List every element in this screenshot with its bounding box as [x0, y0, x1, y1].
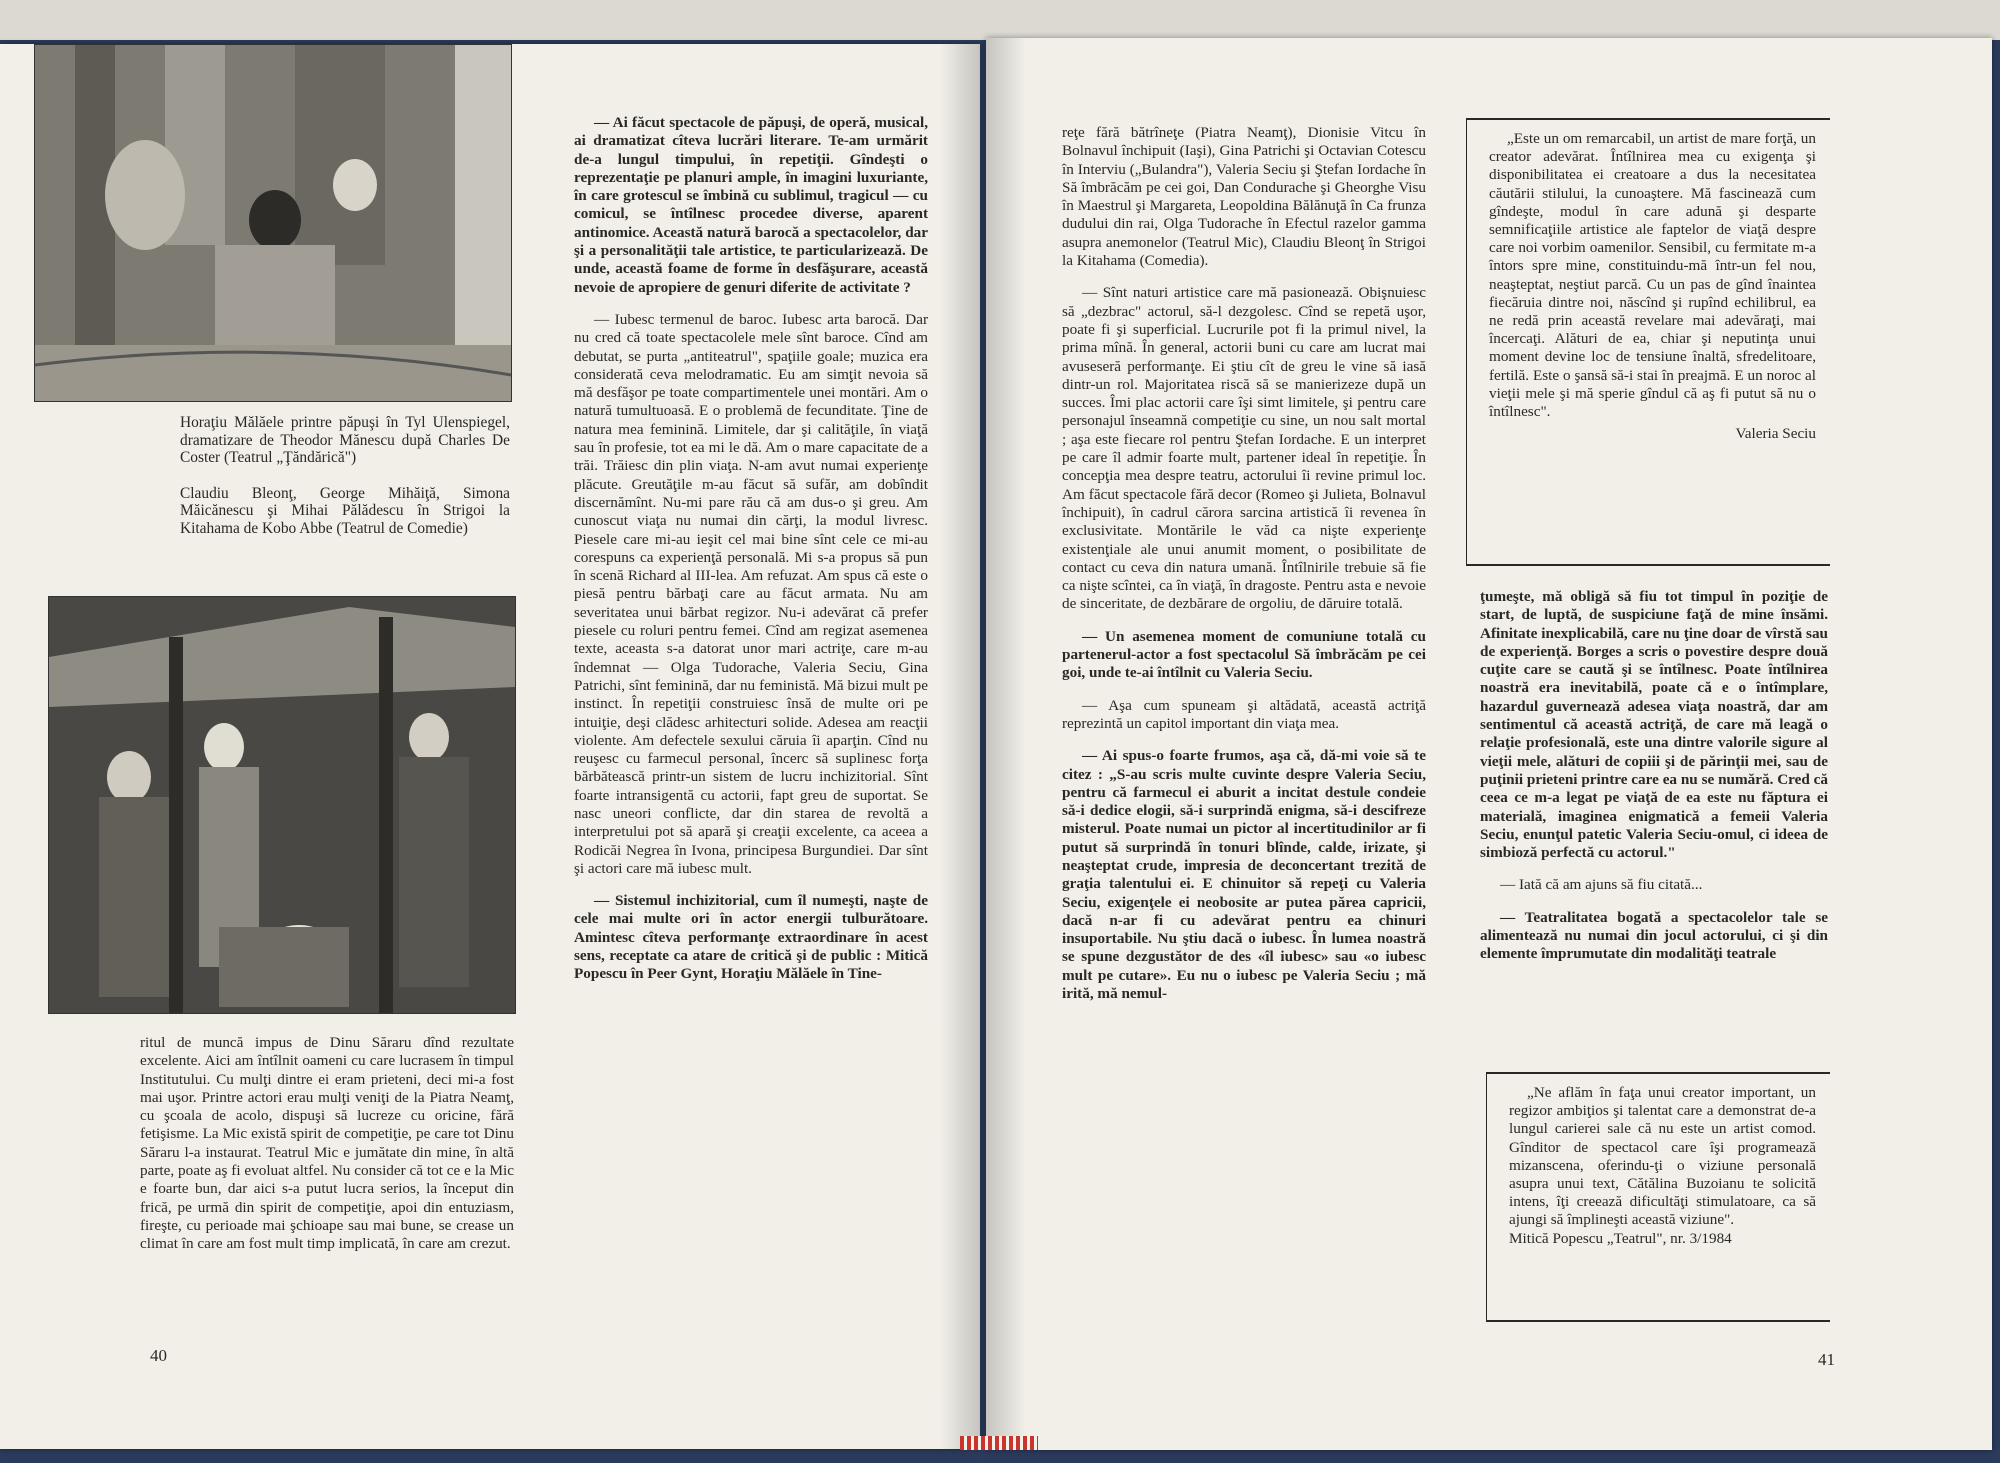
left-page	[0, 44, 980, 1449]
left-column-2	[574, 114, 928, 998]
quote-text: „Este un om remarcabil, un artist de mare forţă, un creator adevărat. Întîlnirea mea cu exigenţa şi disponibilitatea ei creatoare a dus la necesitatea căutării stilului, la cunoaştere. Mă fascinează cum gîndeşte, modul în care adună şi desparte semnificaţiile artistice ale faptelor de viaţă despre care noi vorbim oamenilor. Sensibil, cu fermitate m-a întors spre mine, constituindu-mă într-un fel nou, neaşteptat, neştiut parcă. Cu un pas de gînd înaintea fiecăruia dintre noi, născînd şi rupînd echilibrul, ea ne redă prin această revelare mai adevăraţi, mai încercaţi. Alături de ea, chiar şi neputinţa unui moment devine loc de tensiune înaltă, sfredelitoare, fertilă. Este o şansă să-i stai în preajmă. E un noroc al vieţii mele şi mă sperie gîndul că aş fi putut să nu o întîlnesc".	[1489, 130, 1816, 421]
right-column-2	[1480, 588, 1828, 978]
question-1: — Ai făcut spectacole de păpuşi, de operă, musical, ai dramatizat cîteva lucrări literare. Te-am urmărit de-a lungul timpului, în repetiţii. Gîndeşti o reprezentaţie pe planuri ample, în imagini luxuriante, în care grotescul se îmbină cu sublimul, tragicul — cu comicul, se întîlnesc procedee diverse, aparent antinomice. Această natură barocă a spectacolelor, dar şi a personalităţii tale artistice, te particularizează. De unde, această foame de forme în desfăşurare, această nevoie de apropiere de genuri diferite de activitate ?	[574, 114, 928, 296]
question-2: — Sistemul inchizitorial, cum îl numeşti, naşte de cele mai multe ori în actor energii tulburătoare. Amintesc cîteva performanţe extraordinare în acest sens, receptate ca atare de critică şi de public : Mitică Popescu în Peer Gynt, Horaţiu Mălăele în Tine-	[574, 892, 928, 983]
caption-2: Claudiu Bleonţ, George Mihăiţă, Simona Măicănescu şi Mihai Pălădescu în Strigoi la Kitahama de Kobo Abbe (Teatrul de Comedie)	[180, 484, 510, 537]
photo-captions	[180, 414, 510, 555]
paragraph: — Iată că am ajuns să fiu citată...	[1500, 876, 1703, 894]
photo-strigoi	[48, 596, 516, 1014]
quote-signature: Valeria Seciu	[1735, 425, 1816, 443]
quote-source: Mitică Popescu „Teatrul", nr. 3/1984	[1509, 1229, 1732, 1247]
paragraph: — Aşa cum spuneam şi altădată, această actriţă reprezintă un capitol important din viaţa mea.	[1062, 696, 1426, 732]
paragraph: — Iubesc termenul de baroc. Iubesc arta barocă. Dar nu cred că toate spectacolele mele sînt baroce. Cînd am debutat, se purta „antiteatrul", spaţiile goale; muzica era considerată ceva melodramatic. Eu am simţit nevoia să mă desfăşor pe toate compartimentele unei montări. Am o natură tumultuoasă. E o problemă de fecunditate. Ţine de natura mea feminină. Limitele, dar şi calităţile, în viaţă sau în profesie, tot ea mi le dă. Am o mare capacitate de a trăi. Trăiesc din plin viaţa. N-am avut numai experienţe plăcute. Greutăţile m-au făcut să sufăr, am dobîndit discernămînt. Nu-mi pare rău că am dus-o şi greu. Am cunoscut viaţa nu numai din cărţi, la modul livresc. Piesele care mi-au ieşit cel mai bine sînt cele ce mi-au corespuns ca experienţă personală. Mi s-a propus să pun în scenă Richard al III-lea. Am refuzat. Am spus că este o piesă pentru bărbaţi care au făcut armata. Nu am severitatea unui bărbat regizor. Nu-i adevărat că prefer piesele cu roluri pentru femei. Cînd am regizat asemenea texte, aceasta s-a datorat unor mari actriţe, care m-au îndemnat — Olga Tudorache, Valeria Seciu, Gina Patrichi, sînt feminină, dar nu feministă. Mă bizui mult pe instinct. În repetiţii construiesc însă de multe ori pe intuiţie, deşi clădesc arhitecturi solide. Adesea am reacţii violente. Am defectele sexului căruia îi aparţin. Cînd nu reuşesc cu farmecul personal, încerc să suplinesc forţa bărbătească printr-un sistem de lucru inchizitorial. Sînt foarte intransigentă cu actorii, fapt greu de suportat. Se nasc uneori conflicte, dar din starea de revoltă a interpretului pot să apară şi creaţii excelente, ca aceea a Rodicăi Negrea în Ivona, principesa Burgundiei. Dar sînt şi actori care mă iubesc mult.	[574, 310, 928, 877]
page-number-right: 41	[1818, 1350, 1835, 1369]
question-5: — Teatralitatea bogată a spectacolelor tale se alimentează nu numai din jocul actorului, ci şi din elemente împrumutate din modalităţi teatrale	[1480, 908, 1828, 963]
left-column-1	[140, 1034, 514, 1268]
background-top	[0, 0, 2000, 40]
bookmark-ribbon	[960, 1436, 1038, 1450]
caption-1: Horaţiu Mălăele printre păpuşi în Tyl Ulenspiegel, dramatizare de Theodor Mănescu după Charles De Coster (Teatrul „Ţăndărică")	[180, 414, 510, 466]
quote-box-seciu	[1466, 118, 1830, 566]
right-page	[986, 38, 1992, 1450]
page-number-left: 40	[150, 1346, 167, 1365]
quote-box-popescu	[1486, 1072, 1830, 1322]
paragraph: reţe fără bătrîneţe (Piatra Neamţ), Dionisie Vitcu în Bolnavul închipuit (Iaşi), Gina Patrichi şi Octavian Cotescu în Interviu („Bulandra"), Valeria Seciu şi Ştefan Iordache în Să îmbrăcăm pe cei goi, Dan Condurache şi Gheorghe Visu în Maestrul şi Margareta, Leopoldina Bălănuţă în Ca frunza dudului din rai, Olga Tudorache în Efectul razelor gamma asupra anemonelor (Teatrul Mic), Claudiu Bleonţ în Strigoi la Kitahama (Comedia).	[1062, 124, 1426, 270]
photo-puppets	[34, 44, 512, 402]
question-4: — Ai spus-o foarte frumos, aşa că, dă-mi voie să te citez : „S-au scris multe cuvinte despre Valeria Seciu, pentru că farmecul ei aburit a incitat destule condeie să-i dedice elogii, să-i surprindă enigma, să-i descifreze misterul. Poate numai un pictor al incertitudinilor ar fi putut să surprindă în tonuri blînde, calde, irizate, şi neaşteptat crude, impresia de deconcertant trezită de graţia talentului ei. E chinuitor să repeţi cu Valeria Seciu, exigenţele ei neobosite ar putea părea capricii, dacă n-ar fi cu adevărat pentru ea chinuri insuportabile. Nu ştiu dacă o iubesc. În lumea noastră se spune dezgustător de des «îl iubesc» sau «o iubesc mult pe cutare». Eu nu o iubesc pe Valeria Seciu ; mă irită, mă nemul-	[1062, 747, 1426, 1003]
quote-text: „Ne aflăm în faţa unui creator important, un regizor ambiţios şi talentat care a demonstrat de-a lungul carierei sale că nu este un artist comod. Gînditor de spectacol care îşi programează mizanscena, oferindu-ţi o viziune personală asupra unui text, Cătălina Buzoianu te solicită intens, îţi creează dificultăţi stimulatoare, ca să ajungi să împlineşti această viziune".	[1509, 1084, 1816, 1229]
paragraph: — Sînt naturi artistice care mă pasionează. Obişnuiesc să „dezbrac" actorul, să-l dezgolesc. Cînd se repetă uşor, poate fi şi superficial. Lucrurile pot fi la primul nivel, la prima mînă. În general, actorii buni cu care am lucrat mai avuseseră performanţe. Ei ştiu cît de greu le vine să iasă dintr-un rol. Majoritatea riscă să se manierizeze după un succes. Îmi plac actorii care îşi simt limitele, şi pentru care personajul înseamnă competiţie cu sine, un nou salt mortal ; aşa este fiecare rol pentru Ştefan Iordache. E un interpret pe care îl admir foarte mult, partener ideal în repetiţie. În concepţia mea despre teatru, actorului îi revine primul loc. Am făcut spectacole fără decor (Romeo şi Julieta, Bolnavul închipuit), în cadrul cărora sarcina artistică îi revenea în exclusivitate. Montările le văd ca nişte experienţe existenţiale ale unui anumit moment, o posibilitate de contact cu ceva din natura umană. Întîlnirile trebuie să fie ca nişte scîntei, ca în viaţă, în dragoste. Pentru asta e nevoie de sinceritate, de dezbărare de orgoliu, de dăruire totală.	[1062, 284, 1426, 613]
question-3: — Un asemenea moment de comuniune totală cu partenerul-actor a fost spectacolul Să îmbrăcăm pe cei goi, unde te-ai întîlnit cu Valeria Seciu.	[1062, 627, 1426, 682]
paragraph: ritul de muncă impus de Dinu Săraru dînd rezultate excelente. Aici am întîlnit oameni cu care lucrasem în timpul Institutului. Cu mulţi dintre ei eram prieteni, deci mi-a fost mai uşor. Printre actori erau mulţi veniţi de la Piatra Neamţ, cu şcoala de acolo, dispuşi să lucreze cu oricine, fără fetişisme. La Mic există spirit de competiţie, pe care tot Dinu Săraru l-a instaurat. Teatrul Mic e jumătate din mine, în altă parte, poate aş fi evoluat altfel. Nu consider că tot ce e la Mic e foarte bun, dar aici s-a putut lucra serios, la început din frică, pe urmă din spirit de competiţie, apoi din entuziasm, fireşte, cu perioade mai şchioape sau mai bune, se crease un climat în care am fost mult timp implicată, în care am crezut.	[140, 1034, 514, 1253]
paragraph: ţumeşte, mă obligă să fiu tot timpul în poziţie de start, de luptă, de suspiciune faţă de mine însămi. Afinitate inexplicabilă, care nu ţine doar de vîrstă sau de experienţă. Borges a scris o povestire despre două cuţite care se caută şi se întîlnesc. Poate întîlnirea noastră era inevitabilă, poate că e o întîmplare, hazardul guvernează adesea viaţa noastră, dar am sentimentul că această actriţă, de care mă leagă o relaţie profesională, este una dintre valorile sigure al vieţii mele, alături de copiii şi de părinţii mei, sau de puţinii prieteni printre care ea nu se numără. Cred că ceea ce m-a legat pe viaţă de ea este nu făptura ei materială, imaginea enigmatică a femeii Valeria Seciu, enunţul patetic Valeria Seciu-omul, ci ideea de simbioză perfectă cu actorul."	[1480, 588, 1828, 862]
right-column-1	[1062, 124, 1426, 1017]
